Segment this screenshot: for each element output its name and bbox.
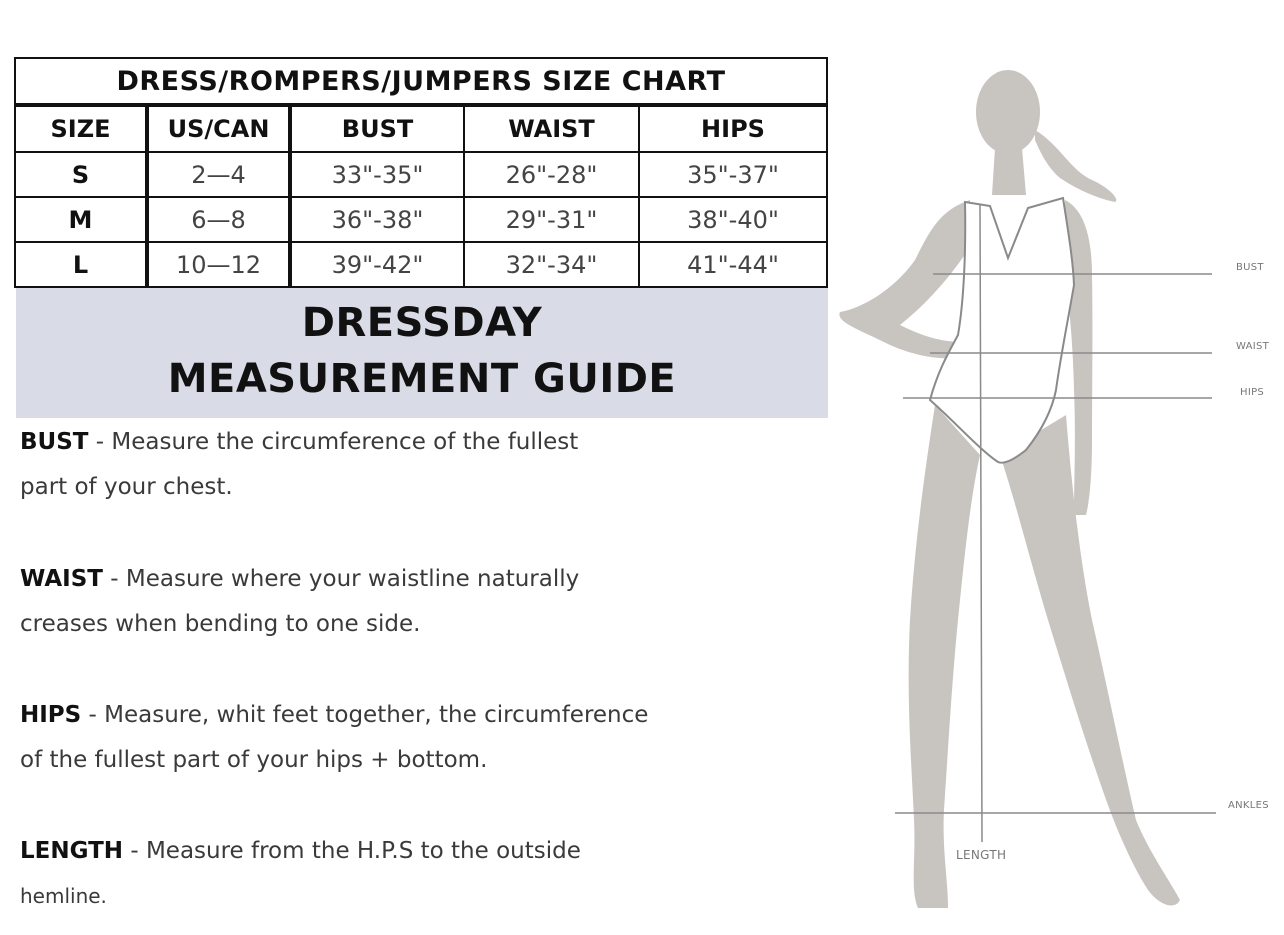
bust-cell: 33"-35" xyxy=(290,152,464,197)
waist-text-line1: - Measure where your waistline naturally xyxy=(102,566,580,592)
waist-instruction xyxy=(20,557,780,647)
bust-cell: 36"-38" xyxy=(290,197,464,242)
figure-label-ankles: ANKLES xyxy=(1228,800,1269,811)
header-size: SIZE xyxy=(15,105,147,152)
left-arm-shape xyxy=(839,200,970,358)
waist-cell: 32"-34" xyxy=(464,242,639,287)
waist-text-line2: creases when bending to one side. xyxy=(20,611,421,637)
size-chart-title: DRESS/ROMPERS/JUMPERS SIZE CHART xyxy=(15,58,827,105)
hips-text-line2: of the fullest part of your hips + bottom. xyxy=(20,747,488,773)
measurement-figure xyxy=(830,60,1284,920)
table-row xyxy=(15,242,827,287)
us-can-cell: 6—8 xyxy=(147,197,290,242)
header-bust: BUST xyxy=(290,105,464,152)
neck-shape xyxy=(992,148,1026,195)
figure-label-hips: HIPS xyxy=(1240,387,1265,398)
hips-cell: 35"-37" xyxy=(639,152,827,197)
bust-text-line2: part of your chest. xyxy=(20,474,233,500)
hips-cell: 38"-40" xyxy=(639,197,827,242)
size-cell: S xyxy=(15,152,147,197)
header-waist: WAIST xyxy=(464,105,639,152)
body-silhouette-illustration xyxy=(830,60,1284,920)
left-leg-shape xyxy=(909,405,980,908)
header-hips: HIPS xyxy=(639,105,827,152)
table-row xyxy=(15,197,827,242)
brand-name: DRESSDAY xyxy=(301,300,543,346)
length-text-line2: hemline. xyxy=(20,884,107,908)
figure-label-length: LENGTH xyxy=(956,848,1007,862)
length-text-line1: - Measure from the H.P.S to the outside xyxy=(123,838,581,864)
hips-text-line1: - Measure, whit feet together, the circumference xyxy=(81,702,649,728)
length-instruction xyxy=(20,829,780,919)
us-can-cell: 10—12 xyxy=(147,242,290,287)
hips-term: HIPS xyxy=(20,702,82,728)
waist-cell: 26"-28" xyxy=(464,152,639,197)
size-cell: M xyxy=(15,197,147,242)
hips-cell: 41"-44" xyxy=(639,242,827,287)
bust-instruction xyxy=(20,420,780,510)
header-us-can: US/CAN xyxy=(147,105,290,152)
bust-cell: 39"-42" xyxy=(290,242,464,287)
measurement-guide-banner xyxy=(16,288,828,418)
hips-instruction xyxy=(20,693,780,783)
head-shape xyxy=(976,70,1040,154)
size-cell: L xyxy=(15,242,147,287)
figure-label-waist: WAIST xyxy=(1236,341,1270,352)
length-term: LENGTH xyxy=(20,838,124,864)
us-can-cell: 2—4 xyxy=(147,152,290,197)
waist-term: WAIST xyxy=(20,566,103,592)
bust-text-line1: - Measure the circumference of the fullest xyxy=(88,429,579,455)
table-row xyxy=(15,152,827,197)
bust-term: BUST xyxy=(20,429,89,455)
figure-label-bust: BUST xyxy=(1236,262,1264,273)
waist-cell: 29"-31" xyxy=(464,197,639,242)
size-chart-header-row xyxy=(15,105,827,152)
size-chart-table xyxy=(14,57,828,288)
ponytail-shape xyxy=(1035,130,1116,202)
guide-title: MEASUREMENT GUIDE xyxy=(167,356,677,402)
